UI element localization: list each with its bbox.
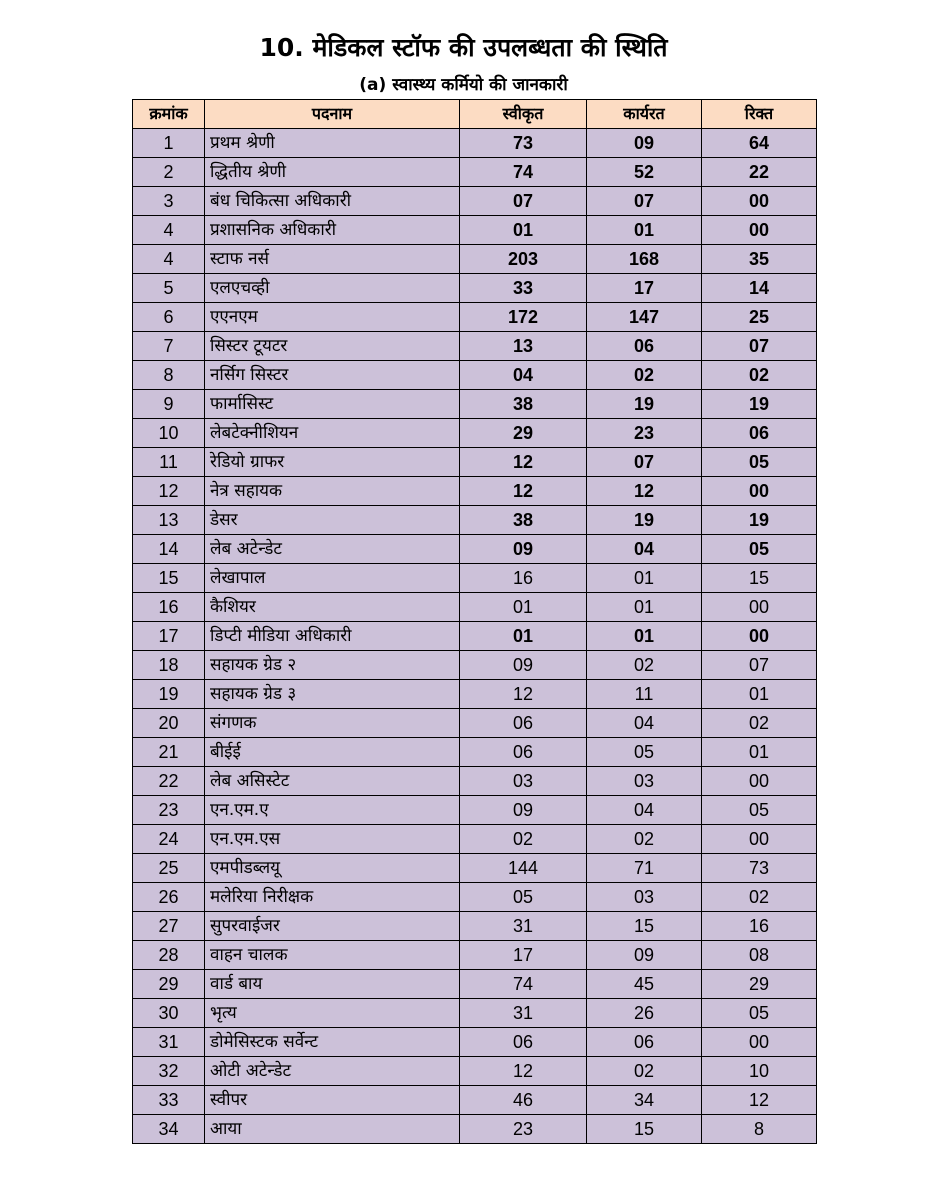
table-row bbox=[133, 390, 817, 419]
table-row bbox=[133, 796, 817, 825]
cell-vacant: 25 bbox=[702, 303, 817, 332]
cell-working: 71 bbox=[587, 854, 702, 883]
cell-designation: सिस्टर टूयटर bbox=[205, 332, 460, 361]
cell-serial: 18 bbox=[133, 651, 205, 680]
cell-sanctioned: 09 bbox=[460, 796, 587, 825]
cell-working: 01 bbox=[587, 216, 702, 245]
cell-working: 01 bbox=[587, 593, 702, 622]
cell-sanctioned: 12 bbox=[460, 448, 587, 477]
cell-serial: 25 bbox=[133, 854, 205, 883]
cell-serial: 28 bbox=[133, 941, 205, 970]
cell-serial: 33 bbox=[133, 1086, 205, 1115]
cell-serial: 8 bbox=[133, 361, 205, 390]
cell-sanctioned: 01 bbox=[460, 593, 587, 622]
cell-sanctioned: 33 bbox=[460, 274, 587, 303]
cell-working: 02 bbox=[587, 825, 702, 854]
cell-serial: 1 bbox=[133, 129, 205, 158]
table-row bbox=[133, 593, 817, 622]
cell-sanctioned: 17 bbox=[460, 941, 587, 970]
cell-vacant: 00 bbox=[702, 767, 817, 796]
cell-working: 03 bbox=[587, 767, 702, 796]
cell-working: 02 bbox=[587, 651, 702, 680]
cell-designation: एमपीडब्लयू bbox=[205, 854, 460, 883]
cell-designation: डेसर bbox=[205, 506, 460, 535]
cell-working: 06 bbox=[587, 332, 702, 361]
cell-vacant: 00 bbox=[702, 622, 817, 651]
cell-designation: वाहन चालक bbox=[205, 941, 460, 970]
cell-designation: रेडियो ग्राफर bbox=[205, 448, 460, 477]
cell-working: 07 bbox=[587, 448, 702, 477]
cell-vacant: 05 bbox=[702, 999, 817, 1028]
cell-serial: 9 bbox=[133, 390, 205, 419]
cell-working: 04 bbox=[587, 709, 702, 738]
cell-working: 52 bbox=[587, 158, 702, 187]
table-row bbox=[133, 854, 817, 883]
cell-working: 02 bbox=[587, 1057, 702, 1086]
cell-serial: 31 bbox=[133, 1028, 205, 1057]
cell-serial: 27 bbox=[133, 912, 205, 941]
cell-serial: 32 bbox=[133, 1057, 205, 1086]
table-row bbox=[133, 738, 817, 767]
cell-serial: 14 bbox=[133, 535, 205, 564]
cell-vacant: 05 bbox=[702, 796, 817, 825]
cell-vacant: 14 bbox=[702, 274, 817, 303]
cell-designation: फार्मासिस्ट bbox=[205, 390, 460, 419]
cell-designation: आया bbox=[205, 1115, 460, 1144]
cell-vacant: 01 bbox=[702, 738, 817, 767]
table-row bbox=[133, 361, 817, 390]
table-row bbox=[133, 883, 817, 912]
cell-designation: एलएचव्ही bbox=[205, 274, 460, 303]
cell-serial: 23 bbox=[133, 796, 205, 825]
cell-serial: 26 bbox=[133, 883, 205, 912]
cell-working: 15 bbox=[587, 1115, 702, 1144]
table-row bbox=[133, 129, 817, 158]
cell-sanctioned: 13 bbox=[460, 332, 587, 361]
cell-sanctioned: 12 bbox=[460, 680, 587, 709]
cell-vacant: 01 bbox=[702, 680, 817, 709]
cell-vacant: 07 bbox=[702, 651, 817, 680]
cell-serial: 7 bbox=[133, 332, 205, 361]
page-title: 10. मेडिकल स्टॉफ की उपलब्धता की स्थिति bbox=[259, 33, 668, 62]
cell-serial: 2 bbox=[133, 158, 205, 187]
cell-designation: बंध चिकित्सा अधिकारी bbox=[205, 187, 460, 216]
cell-sanctioned: 172 bbox=[460, 303, 587, 332]
cell-sanctioned: 38 bbox=[460, 390, 587, 419]
cell-sanctioned: 01 bbox=[460, 216, 587, 245]
table-row bbox=[133, 709, 817, 738]
cell-serial: 34 bbox=[133, 1115, 205, 1144]
table-row bbox=[133, 767, 817, 796]
table-row bbox=[133, 941, 817, 970]
cell-serial: 6 bbox=[133, 303, 205, 332]
table-row bbox=[133, 680, 817, 709]
cell-designation: लेबटेक्नीशियन bbox=[205, 419, 460, 448]
cell-serial: 30 bbox=[133, 999, 205, 1028]
cell-vacant: 00 bbox=[702, 477, 817, 506]
cell-designation: एन.एम.ए bbox=[205, 796, 460, 825]
cell-designation: डिप्टी मीडिया अधिकारी bbox=[205, 622, 460, 651]
cell-working: 168 bbox=[587, 245, 702, 274]
cell-designation: भृत्य bbox=[205, 999, 460, 1028]
cell-vacant: 35 bbox=[702, 245, 817, 274]
cell-sanctioned: 03 bbox=[460, 767, 587, 796]
cell-designation: एएनएम bbox=[205, 303, 460, 332]
cell-designation: वार्ड बाय bbox=[205, 970, 460, 999]
section-subtitle: (a) स्वास्थ्य कर्मियो की जानकारी bbox=[359, 75, 568, 95]
table-row bbox=[133, 622, 817, 651]
cell-sanctioned: 06 bbox=[460, 1028, 587, 1057]
table-row bbox=[133, 303, 817, 332]
cell-sanctioned: 01 bbox=[460, 622, 587, 651]
cell-sanctioned: 38 bbox=[460, 506, 587, 535]
cell-vacant: 10 bbox=[702, 1057, 817, 1086]
header-vacant: रिक्त bbox=[702, 100, 817, 129]
cell-designation: सहायक ग्रेड २ bbox=[205, 651, 460, 680]
cell-designation: लेब अटेन्डेट bbox=[205, 535, 460, 564]
cell-designation: सहायक ग्रेड ३ bbox=[205, 680, 460, 709]
cell-designation: एन.एम.एस bbox=[205, 825, 460, 854]
cell-working: 04 bbox=[587, 796, 702, 825]
cell-sanctioned: 74 bbox=[460, 158, 587, 187]
cell-sanctioned: 144 bbox=[460, 854, 587, 883]
header-designation: पदनाम bbox=[205, 100, 460, 129]
cell-vacant: 08 bbox=[702, 941, 817, 970]
table-row bbox=[133, 216, 817, 245]
table-row bbox=[133, 970, 817, 999]
cell-working: 06 bbox=[587, 1028, 702, 1057]
cell-serial: 20 bbox=[133, 709, 205, 738]
table-row bbox=[133, 187, 817, 216]
cell-serial: 17 bbox=[133, 622, 205, 651]
cell-sanctioned: 07 bbox=[460, 187, 587, 216]
table-row bbox=[133, 1028, 817, 1057]
cell-working: 04 bbox=[587, 535, 702, 564]
cell-designation: लेखापाल bbox=[205, 564, 460, 593]
table-row bbox=[133, 158, 817, 187]
cell-vacant: 19 bbox=[702, 390, 817, 419]
table-row bbox=[133, 1086, 817, 1115]
cell-serial: 15 bbox=[133, 564, 205, 593]
cell-designation: स्वीपर bbox=[205, 1086, 460, 1115]
table-row bbox=[133, 825, 817, 854]
cell-sanctioned: 04 bbox=[460, 361, 587, 390]
cell-serial: 3 bbox=[133, 187, 205, 216]
cell-vacant: 16 bbox=[702, 912, 817, 941]
table-row bbox=[133, 564, 817, 593]
cell-serial: 10 bbox=[133, 419, 205, 448]
table-row bbox=[133, 274, 817, 303]
cell-designation: मलेरिया निरीक्षक bbox=[205, 883, 460, 912]
cell-working: 02 bbox=[587, 361, 702, 390]
cell-vacant: 00 bbox=[702, 187, 817, 216]
cell-vacant: 02 bbox=[702, 709, 817, 738]
cell-working: 26 bbox=[587, 999, 702, 1028]
staff-table bbox=[132, 99, 817, 1144]
cell-sanctioned: 203 bbox=[460, 245, 587, 274]
cell-vacant: 05 bbox=[702, 535, 817, 564]
table-row bbox=[133, 448, 817, 477]
cell-working: 05 bbox=[587, 738, 702, 767]
cell-designation: प्रथम श्रेणी bbox=[205, 129, 460, 158]
cell-vacant: 29 bbox=[702, 970, 817, 999]
cell-working: 17 bbox=[587, 274, 702, 303]
cell-designation: नर्सिग सिस्टर bbox=[205, 361, 460, 390]
cell-working: 01 bbox=[587, 622, 702, 651]
cell-serial: 13 bbox=[133, 506, 205, 535]
cell-serial: 4 bbox=[133, 245, 205, 274]
cell-vacant: 19 bbox=[702, 506, 817, 535]
cell-sanctioned: 06 bbox=[460, 738, 587, 767]
cell-sanctioned: 09 bbox=[460, 651, 587, 680]
cell-vacant: 05 bbox=[702, 448, 817, 477]
cell-serial: 22 bbox=[133, 767, 205, 796]
cell-vacant: 02 bbox=[702, 361, 817, 390]
cell-sanctioned: 46 bbox=[460, 1086, 587, 1115]
cell-vacant: 00 bbox=[702, 825, 817, 854]
cell-working: 09 bbox=[587, 941, 702, 970]
cell-sanctioned: 06 bbox=[460, 709, 587, 738]
cell-vacant: 8 bbox=[702, 1115, 817, 1144]
table-row bbox=[133, 1115, 817, 1144]
cell-sanctioned: 31 bbox=[460, 912, 587, 941]
cell-vacant: 15 bbox=[702, 564, 817, 593]
table-row bbox=[133, 506, 817, 535]
table-row bbox=[133, 477, 817, 506]
cell-vacant: 22 bbox=[702, 158, 817, 187]
table-row bbox=[133, 651, 817, 680]
cell-working: 12 bbox=[587, 477, 702, 506]
cell-working: 15 bbox=[587, 912, 702, 941]
cell-vacant: 06 bbox=[702, 419, 817, 448]
cell-designation: लेब असिस्टेट bbox=[205, 767, 460, 796]
cell-vacant: 12 bbox=[702, 1086, 817, 1115]
cell-designation: कैशियर bbox=[205, 593, 460, 622]
cell-designation: सुपरवाईजर bbox=[205, 912, 460, 941]
cell-designation: डोमेसिस्टक सर्वेन्ट bbox=[205, 1028, 460, 1057]
cell-serial: 11 bbox=[133, 448, 205, 477]
header-serial: क्रमांक bbox=[133, 100, 205, 129]
cell-serial: 19 bbox=[133, 680, 205, 709]
cell-vacant: 00 bbox=[702, 216, 817, 245]
cell-working: 19 bbox=[587, 506, 702, 535]
cell-vacant: 64 bbox=[702, 129, 817, 158]
cell-designation: प्रशासनिक अधिकारी bbox=[205, 216, 460, 245]
table-header-row bbox=[133, 100, 817, 129]
cell-sanctioned: 12 bbox=[460, 477, 587, 506]
table-row bbox=[133, 1057, 817, 1086]
cell-sanctioned: 09 bbox=[460, 535, 587, 564]
cell-designation: स्टाफ नर्स bbox=[205, 245, 460, 274]
cell-vacant: 00 bbox=[702, 593, 817, 622]
cell-sanctioned: 05 bbox=[460, 883, 587, 912]
table-row bbox=[133, 912, 817, 941]
table-row bbox=[133, 419, 817, 448]
header-working: कार्यरत bbox=[587, 100, 702, 129]
cell-sanctioned: 73 bbox=[460, 129, 587, 158]
cell-serial: 5 bbox=[133, 274, 205, 303]
cell-sanctioned: 74 bbox=[460, 970, 587, 999]
cell-vacant: 73 bbox=[702, 854, 817, 883]
cell-working: 07 bbox=[587, 187, 702, 216]
cell-serial: 29 bbox=[133, 970, 205, 999]
cell-sanctioned: 12 bbox=[460, 1057, 587, 1086]
cell-working: 11 bbox=[587, 680, 702, 709]
cell-designation: ओटी अटेन्डेट bbox=[205, 1057, 460, 1086]
cell-designation: द्धितीय श्रेणी bbox=[205, 158, 460, 187]
cell-sanctioned: 23 bbox=[460, 1115, 587, 1144]
table-row bbox=[133, 535, 817, 564]
cell-sanctioned: 16 bbox=[460, 564, 587, 593]
cell-sanctioned: 29 bbox=[460, 419, 587, 448]
cell-working: 19 bbox=[587, 390, 702, 419]
cell-vacant: 00 bbox=[702, 1028, 817, 1057]
cell-sanctioned: 02 bbox=[460, 825, 587, 854]
cell-working: 45 bbox=[587, 970, 702, 999]
cell-serial: 12 bbox=[133, 477, 205, 506]
cell-working: 01 bbox=[587, 564, 702, 593]
cell-serial: 16 bbox=[133, 593, 205, 622]
cell-working: 147 bbox=[587, 303, 702, 332]
table-row bbox=[133, 332, 817, 361]
cell-working: 23 bbox=[587, 419, 702, 448]
cell-working: 03 bbox=[587, 883, 702, 912]
cell-vacant: 02 bbox=[702, 883, 817, 912]
cell-designation: नेत्र सहायक bbox=[205, 477, 460, 506]
cell-serial: 21 bbox=[133, 738, 205, 767]
header-sanctioned: स्वीकृत bbox=[460, 100, 587, 129]
cell-serial: 24 bbox=[133, 825, 205, 854]
cell-serial: 4 bbox=[133, 216, 205, 245]
cell-designation: संगणक bbox=[205, 709, 460, 738]
cell-sanctioned: 31 bbox=[460, 999, 587, 1028]
table-row bbox=[133, 999, 817, 1028]
cell-designation: बीईई bbox=[205, 738, 460, 767]
cell-working: 34 bbox=[587, 1086, 702, 1115]
table-row bbox=[133, 245, 817, 274]
cell-working: 09 bbox=[587, 129, 702, 158]
cell-vacant: 07 bbox=[702, 332, 817, 361]
